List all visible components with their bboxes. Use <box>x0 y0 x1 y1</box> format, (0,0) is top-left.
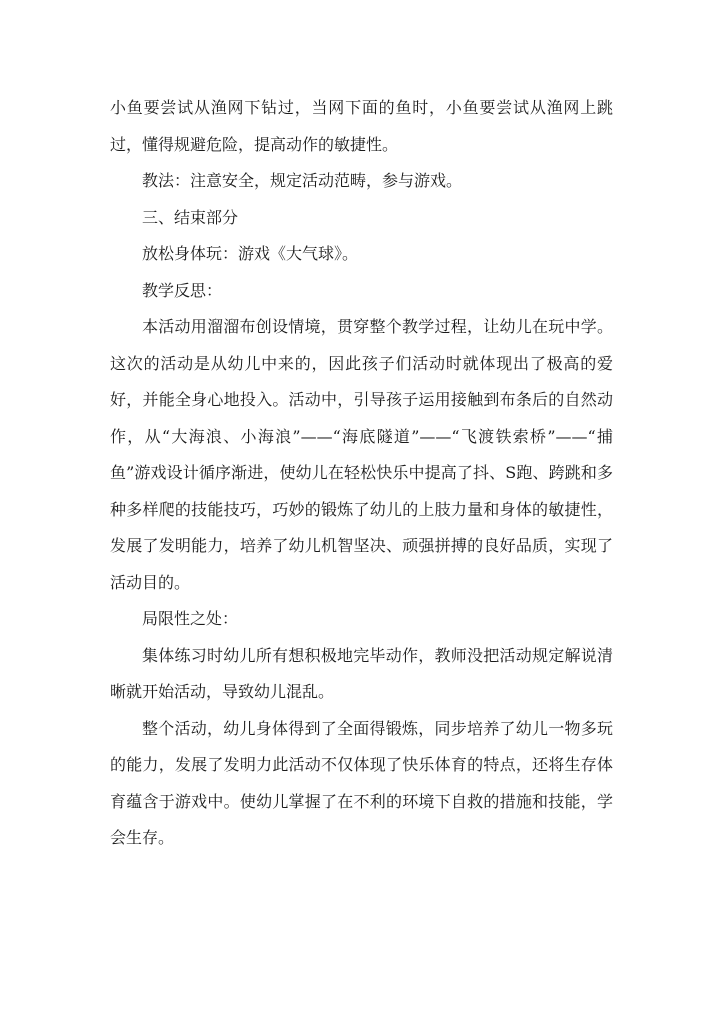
section-heading-ending: 三、结束部分 <box>142 207 239 227</box>
paragraph-reflection-body: 本活动用溜溜布创设情境，贯穿整个教学过程，让幼儿在玩中学。这次的活动是从幼儿中来的，因此孩子们活动时就体现出了极高的爱好，并能全身心地投入。活动中，引导孩子运用接触到布条后的自然动作，从“大海浪、小海浪”——“海底隧道”——“飞渡铁索桥”——“捕鱼”游戏设计循序渐进，使幼儿在轻松快乐中提高了抖、S跑、跨跳和多种多样爬的技能技巧，巧妙的锻炼了幼儿的上肢力量和身体的敏捷性，发展了发明能力，培养了幼儿机智坚决、顽强拼搏的良好品质，实现了活动目的。 <box>110 317 613 592</box>
paragraph-continuation: 小鱼要尝试从渔网下钻过，当网下面的鱼时，小鱼要尝试从渔网上跳过，懂得规避危险，提高动作的敏捷性。 <box>110 98 613 154</box>
paragraph-relax-game: 放松身体玩：游戏《大气球》。 <box>142 244 359 263</box>
paragraph-limitations-body: 集体练习时幼儿所有想积极地完毕动作，教师没把活动规定解说清晰就开始活动，导致幼儿混乱。 <box>110 645 613 701</box>
heading-limitations: 局限性之处： <box>142 609 239 628</box>
paragraph-teaching-method: 教法：注意安全，规定活动范畴，参与游戏。 <box>142 171 463 190</box>
document-body <box>110 90 613 857</box>
heading-teaching-reflection: 教学反思： <box>142 280 223 300</box>
paragraph-summary: 整个活动，幼儿身体得到了全面得锻炼，同步培养了幼儿一物多玩的能力，发展了发明力此活动不仅体现了快乐体育的特点，还将生存体育蕴含于游戏中。使幼儿掌握了在不利的环境下自救的措施和技能，学会生存。 <box>110 718 613 847</box>
